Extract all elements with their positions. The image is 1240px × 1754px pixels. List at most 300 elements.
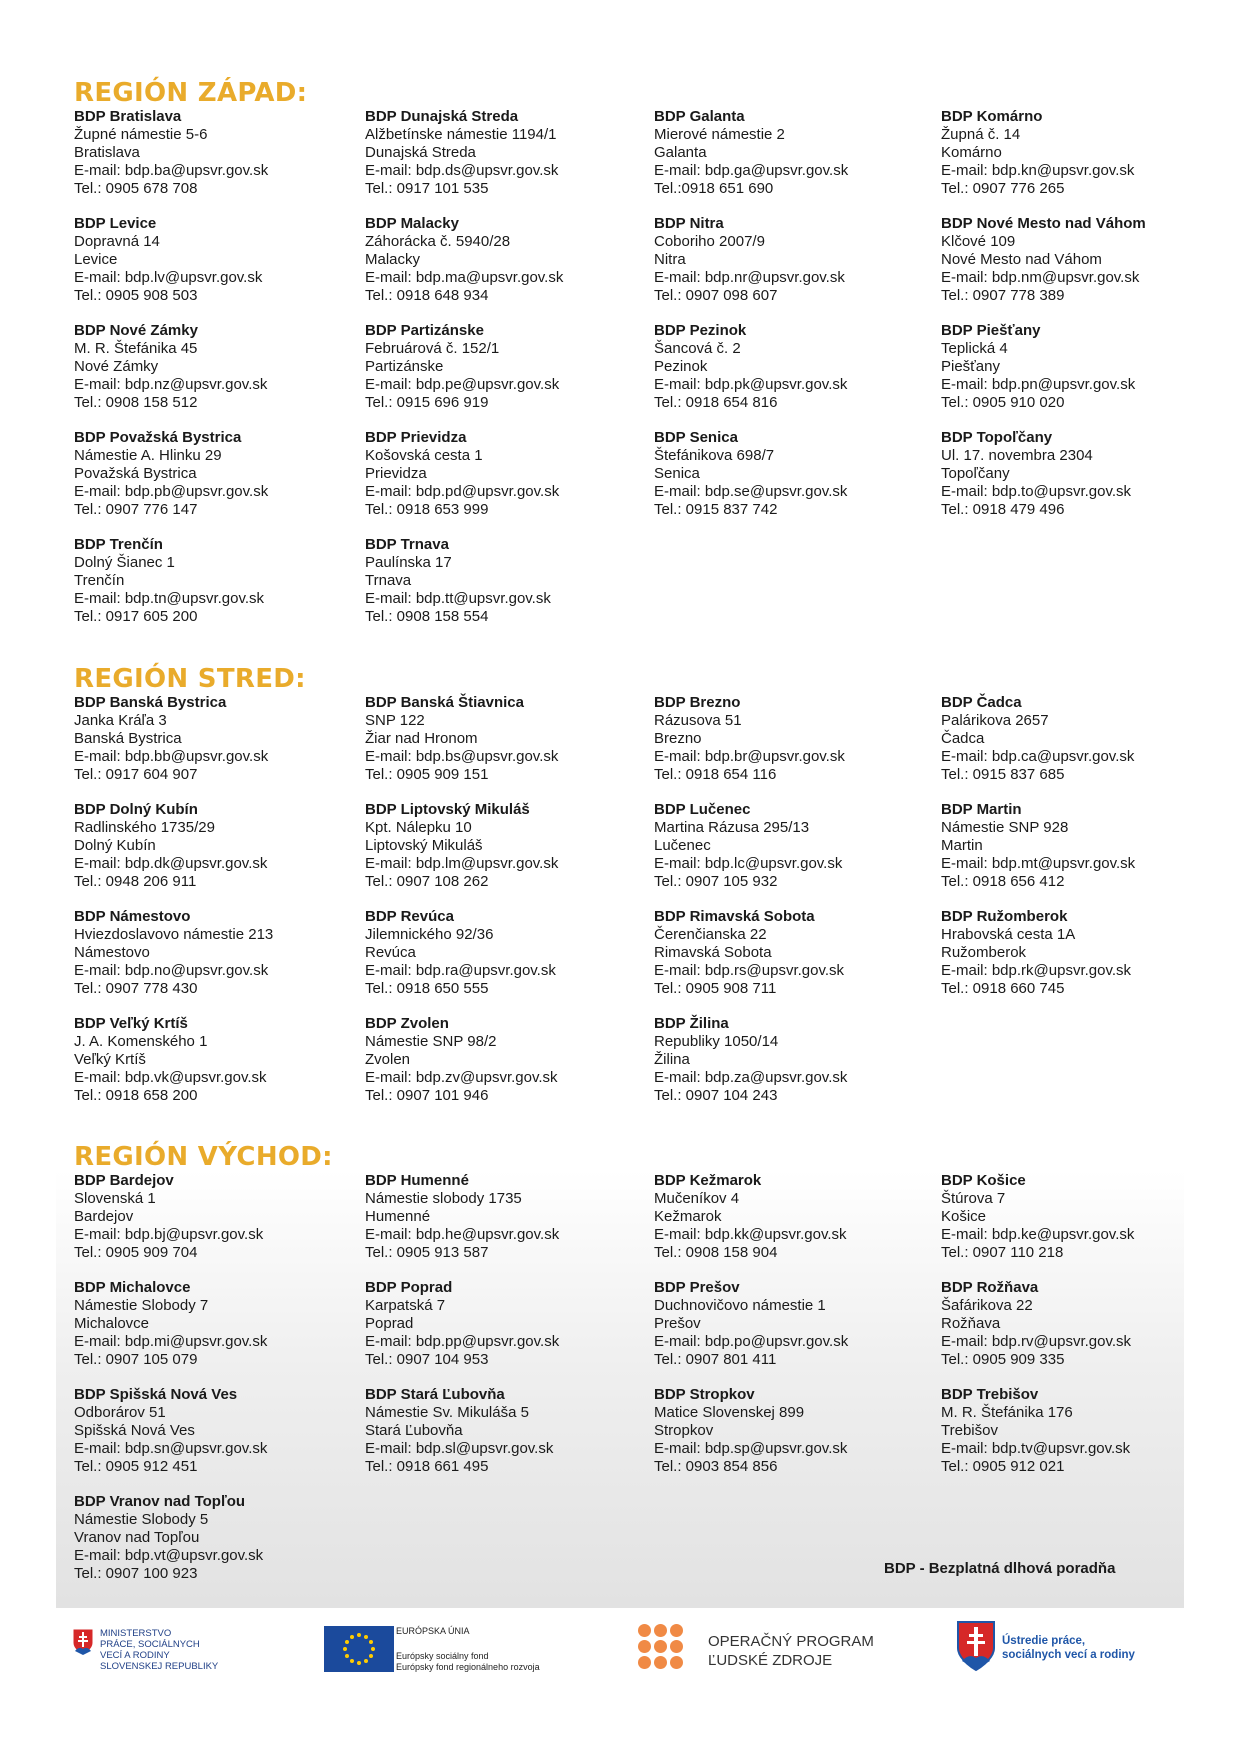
office-city: Michalovce [74, 1315, 150, 1332]
office-city: Galanta [654, 144, 707, 161]
office-name: BDP Prievidza [365, 429, 467, 446]
ministry-logo [72, 1620, 252, 1720]
office-email[interactable]: E-mail: bdp.pp@upsvr.gov.sk [365, 1333, 560, 1350]
office-address: Odborárov 51 [74, 1404, 166, 1421]
office-city: Partizánske [365, 358, 444, 375]
office-phone[interactable]: Tel.: 0905 913 587 [365, 1244, 489, 1261]
office-entry [365, 322, 645, 412]
office-city: Bardejov [74, 1208, 134, 1225]
office-phone[interactable]: Tel.: 0907 776 147 [74, 501, 198, 518]
office-address: Záhorácka č. 5940/28 [365, 233, 511, 250]
office-phone[interactable]: Tel.: 0907 776 265 [941, 180, 1065, 197]
office-address: Mierové námestie 2 [654, 126, 785, 143]
office-address: Duchnovičovo námestie 1 [654, 1297, 826, 1314]
office-entry [74, 1279, 354, 1369]
office-phone[interactable]: Tel.: 0918 660 745 [941, 980, 1065, 997]
ministry-logo-line: SLOVENSKEJ REPUBLIKY [100, 1661, 219, 1672]
office-entry [941, 801, 1221, 891]
office-name: BDP Vranov nad Topľou [74, 1493, 246, 1510]
office-entry [941, 215, 1221, 305]
office-entry [941, 1386, 1221, 1476]
office-name: BDP Stropkov [654, 1386, 755, 1403]
office-email[interactable]: E-mail: bdp.vt@upsvr.gov.sk [74, 1547, 264, 1564]
office-address: Coboriho 2007/9 [654, 233, 765, 250]
office-city: Lučenec [654, 837, 711, 854]
office-email[interactable]: E-mail: bdp.br@upsvr.gov.sk [654, 748, 845, 765]
office-entry [365, 536, 645, 626]
office-city: Považská Bystrica [74, 465, 197, 482]
ministry-logo-line: PRÁCE, SOCIÁLNYCH [100, 1639, 200, 1650]
office-city: Revúca [365, 944, 416, 961]
office-name: BDP Spišská Nová Ves [74, 1386, 238, 1403]
office-entry [74, 1015, 354, 1105]
office-entry [365, 1015, 645, 1105]
office-phone[interactable]: Tel.: 0907 104 953 [365, 1351, 489, 1368]
upsvr-logo [956, 1620, 1166, 1720]
eu-flag-icon [324, 1626, 394, 1672]
office-phone[interactable]: Tel.: 0905 908 711 [654, 980, 777, 997]
office-city: Bratislava [74, 144, 140, 161]
office-phone[interactable]: Tel.: 0907 801 411 [654, 1351, 777, 1368]
office-address: Paulínska 17 [365, 554, 452, 571]
office-name: BDP Topoľčany [941, 429, 1053, 446]
logo-bar [0, 1620, 1240, 1730]
office-email[interactable]: E-mail: bdp.mi@upsvr.gov.sk [74, 1333, 268, 1350]
office-email[interactable]: E-mail: bdp.pd@upsvr.gov.sk [365, 483, 560, 500]
office-entry [74, 536, 354, 626]
office-address: Klčové 109 [941, 233, 1016, 250]
office-city: Čadca [941, 730, 985, 747]
office-email[interactable]: E-mail: bdp.lm@upsvr.gov.sk [365, 855, 559, 872]
office-email[interactable]: E-mail: bdp.ma@upsvr.gov.sk [365, 269, 564, 286]
office-entry [74, 694, 354, 784]
operational-program-logo [638, 1620, 878, 1720]
office-entry [654, 108, 934, 198]
office-name: BDP Veľký Krtíš [74, 1015, 188, 1032]
office-name: BDP Pezinok [654, 322, 747, 339]
office-entry [365, 1172, 645, 1262]
office-name: BDP Námestovo [74, 908, 191, 925]
office-name: BDP Humenné [365, 1172, 469, 1189]
office-name: BDP Trebišov [941, 1386, 1039, 1403]
office-address: Martina Rázusa 295/13 [654, 819, 810, 836]
office-name: BDP Michalovce [74, 1279, 191, 1296]
office-city: Kežmarok [654, 1208, 722, 1225]
office-phone[interactable]: Tel.: 0918 661 495 [365, 1458, 489, 1475]
office-address: Dopravná 14 [74, 233, 160, 250]
office-phone[interactable]: Tel.: 0915 696 919 [365, 394, 489, 411]
office-entry [654, 1279, 934, 1369]
office-entry [365, 215, 645, 305]
office-email[interactable]: E-mail: bdp.nr@upsvr.gov.sk [654, 269, 845, 286]
office-name: BDP Banská Bystrica [74, 694, 227, 711]
office-phone[interactable]: Tel.: 0907 778 430 [74, 980, 198, 997]
office-phone[interactable]: Tel.: 0918 648 934 [365, 287, 489, 304]
office-entry [74, 429, 354, 519]
office-email[interactable]: E-mail: bdp.tt@upsvr.gov.sk [365, 590, 551, 607]
office-phone[interactable]: Tel.: 0918 658 200 [74, 1087, 198, 1104]
office-address: Jilemnického 92/36 [365, 926, 494, 943]
office-entry [74, 322, 354, 412]
office-address: Republiky 1050/14 [654, 1033, 779, 1050]
region-title: REGIÓN STRED: [74, 664, 306, 694]
office-entry [941, 429, 1221, 519]
office-entry [365, 908, 645, 998]
office-phone[interactable]: Tel.: 0918 654 816 [654, 394, 778, 411]
office-address: Námestie slobody 1735 [365, 1190, 522, 1207]
office-city: Rimavská Sobota [654, 944, 772, 961]
office-city: Trebišov [941, 1422, 998, 1439]
office-address: Janka Kráľa 3 [74, 712, 167, 729]
office-email[interactable]: E-mail: bdp.to@upsvr.gov.sk [941, 483, 1132, 500]
office-entry [365, 694, 645, 784]
office-address: Mučeníkov 4 [654, 1190, 740, 1207]
office-entry [654, 322, 934, 412]
office-email[interactable]: E-mail: bdp.lc@upsvr.gov.sk [654, 855, 843, 872]
office-entry [941, 1279, 1221, 1369]
office-name: BDP Piešťany [941, 322, 1041, 339]
bdp-footnote: BDP - Bezplatná dlhová poradňa [884, 1560, 1116, 1577]
office-phone[interactable]: Tel.: 0948 206 911 [74, 873, 197, 890]
office-address: Ul. 17. novembra 2304 [941, 447, 1093, 464]
office-phone[interactable]: Tel.: 0905 909 704 [74, 1244, 198, 1261]
office-name: BDP Bratislava [74, 108, 182, 125]
office-email[interactable]: E-mail: bdp.no@upsvr.gov.sk [74, 962, 269, 979]
office-phone[interactable]: Tel.: 0908 158 512 [74, 394, 198, 411]
office-address: Matice Slovenskej 899 [654, 1404, 805, 1421]
office-name: BDP Košice [941, 1172, 1026, 1189]
eu-logo-line: Európsky sociálny fond [396, 1651, 489, 1661]
office-address: Námestie Sv. Mikuláša 5 [365, 1404, 529, 1421]
office-name: BDP Trenčín [74, 536, 163, 553]
office-name: BDP Nitra [654, 215, 724, 232]
office-city: Malacky [365, 251, 421, 268]
office-city: Liptovský Mikuláš [365, 837, 483, 854]
office-email[interactable]: E-mail: bdp.pn@upsvr.gov.sk [941, 376, 1136, 393]
office-email[interactable]: E-mail: bdp.mt@upsvr.gov.sk [941, 855, 1136, 872]
office-city: Nitra [654, 251, 686, 268]
office-city: Levice [74, 251, 118, 268]
office-city: Prešov [654, 1315, 701, 1332]
office-phone[interactable]: Tel.: 0907 104 243 [654, 1087, 778, 1104]
office-email[interactable]: E-mail: bdp.nz@upsvr.gov.sk [74, 376, 268, 393]
ministry-logo-line: MINISTERSTVO [100, 1628, 172, 1639]
office-name: BDP Senica [654, 429, 738, 446]
office-email[interactable]: E-mail: bdp.ga@upsvr.gov.sk [654, 162, 849, 179]
office-address: Palárikova 2657 [941, 712, 1049, 729]
office-name: BDP Rožňava [941, 1279, 1039, 1296]
office-phone[interactable]: Tel.: 0908 158 904 [654, 1244, 778, 1261]
office-name: BDP Revúca [365, 908, 454, 925]
office-email[interactable]: E-mail: bdp.zv@upsvr.gov.sk [365, 1069, 558, 1086]
office-email[interactable]: E-mail: bdp.pe@upsvr.gov.sk [365, 376, 560, 393]
office-name: BDP Partizánske [365, 322, 484, 339]
office-city: Žiar nad Hronom [365, 730, 478, 747]
region-title: REGIÓN ZÁPAD: [74, 78, 308, 108]
office-phone[interactable]: Tel.: 0917 101 535 [365, 180, 489, 197]
office-email[interactable]: E-mail: bdp.pb@upsvr.gov.sk [74, 483, 269, 500]
office-email[interactable]: E-mail: bdp.bs@upsvr.gov.sk [365, 748, 559, 765]
office-email[interactable]: E-mail: bdp.ca@upsvr.gov.sk [941, 748, 1135, 765]
office-name: BDP Žilina [654, 1015, 729, 1032]
office-city: Ružomberok [941, 944, 1027, 961]
office-city: Stará Ľubovňa [365, 1422, 463, 1439]
office-address: Štúrova 7 [941, 1190, 1006, 1207]
office-name: BDP Kežmarok [654, 1172, 762, 1189]
office-city: Humenné [365, 1208, 431, 1225]
upsvr-logo-line: Ústredie práce, [1002, 1635, 1086, 1647]
office-city: Brezno [654, 730, 702, 747]
office-city: Vranov nad Topľou [74, 1529, 200, 1546]
office-phone[interactable]: Tel.: 0915 837 685 [941, 766, 1065, 783]
office-name: BDP Zvolen [365, 1015, 449, 1032]
office-entry [365, 1386, 645, 1476]
office-phone[interactable]: Tel.: 0907 105 079 [74, 1351, 198, 1368]
office-address: Kpt. Nálepku 10 [365, 819, 472, 836]
office-address: Hviezdoslavovo námestie 213 [74, 926, 274, 943]
office-name: BDP Trnava [365, 536, 449, 553]
office-name: BDP Liptovský Mikuláš [365, 801, 530, 818]
office-email[interactable]: E-mail: bdp.vk@upsvr.gov.sk [74, 1069, 267, 1086]
office-address: M. R. Štefánika 176 [941, 1404, 1073, 1421]
office-email[interactable]: E-mail: bdp.dk@upsvr.gov.sk [74, 855, 268, 872]
office-entry [654, 1172, 934, 1262]
office-phone[interactable]: Tel.: 0918 653 999 [365, 501, 489, 518]
office-city: Prievidza [365, 465, 427, 482]
office-address: Šafárikova 22 [941, 1297, 1033, 1314]
office-address: Župná č. 14 [941, 126, 1021, 143]
office-phone[interactable]: Tel.: 0918 656 412 [941, 873, 1065, 890]
office-city: Nové Mesto nad Váhom [941, 251, 1102, 268]
office-address: Košovská cesta 1 [365, 447, 483, 464]
office-entry [74, 801, 354, 891]
office-entry [365, 108, 645, 198]
office-address: Župné námestie 5-6 [74, 126, 208, 143]
office-name: BDP Nové Zámky [74, 322, 198, 339]
office-city: Komárno [941, 144, 1002, 161]
office-name: BDP Rimavská Sobota [654, 908, 815, 925]
office-phone[interactable]: Tel.: 0918 479 496 [941, 501, 1065, 518]
office-phone[interactable]: Tel.: 0905 909 151 [365, 766, 489, 783]
office-email[interactable]: E-mail: bdp.he@upsvr.gov.sk [365, 1226, 560, 1243]
office-phone[interactable]: Tel.: 0905 678 708 [74, 180, 198, 197]
office-city: Senica [654, 465, 700, 482]
office-address: Slovenská 1 [74, 1190, 156, 1207]
office-name: BDP Levice [74, 215, 157, 232]
office-phone[interactable]: Tel.: 0917 604 907 [74, 766, 198, 783]
office-phone[interactable]: Tel.: 0905 909 335 [941, 1351, 1065, 1368]
program-logo-line: OPERAČNÝ PROGRAM [708, 1633, 874, 1650]
office-name: BDP Dunajská Streda [365, 108, 519, 125]
office-city: Pezinok [654, 358, 708, 375]
office-phone[interactable]: Tel.: 0905 912 451 [74, 1458, 198, 1475]
office-email[interactable]: E-mail: bdp.kk@upsvr.gov.sk [654, 1226, 847, 1243]
office-city: Žilina [654, 1051, 690, 1068]
eu-logo-title: EURÓPSKA ÚNIA [396, 1626, 470, 1636]
office-name: BDP Dolný Kubín [74, 801, 198, 818]
office-name: BDP Martin [941, 801, 1022, 818]
office-email[interactable]: E-mail: bdp.rv@upsvr.gov.sk [941, 1333, 1132, 1350]
office-entry [654, 215, 934, 305]
office-entry [654, 694, 934, 784]
office-entry [74, 1172, 354, 1262]
office-city: Zvolen [365, 1051, 411, 1068]
office-name: BDP Čadca [941, 694, 1022, 711]
office-city: Piešťany [941, 358, 1000, 375]
office-entry [74, 1386, 354, 1476]
office-address: Hrabovská cesta 1A [941, 926, 1076, 943]
office-address: Námestie Slobody 5 [74, 1511, 209, 1528]
office-email[interactable]: E-mail: bdp.tn@upsvr.gov.sk [74, 590, 265, 607]
office-city: Banská Bystrica [74, 730, 182, 747]
office-email[interactable]: E-mail: bdp.bb@upsvr.gov.sk [74, 748, 269, 765]
office-phone[interactable]: Tel.: 0908 158 554 [365, 608, 489, 625]
office-phone[interactable]: Tel.: 0903 854 856 [654, 1458, 778, 1475]
ministry-logo-line: VECÍ A RODINY [100, 1650, 170, 1661]
office-phone[interactable]: Tel.: 0917 605 200 [74, 608, 198, 625]
office-name: BDP Lučenec [654, 801, 751, 818]
office-city: Nové Zámky [74, 358, 159, 375]
office-email[interactable]: E-mail: bdp.ds@upsvr.gov.sk [365, 162, 559, 179]
office-entry [74, 108, 354, 198]
office-name: BDP Brezno [654, 694, 741, 711]
office-name: BDP Nové Mesto nad Váhom [941, 215, 1146, 232]
office-phone[interactable]: Tel.: 0907 101 946 [365, 1087, 489, 1104]
office-entry [365, 1279, 645, 1369]
office-email[interactable]: E-mail: bdp.sn@upsvr.gov.sk [74, 1440, 268, 1457]
office-email[interactable]: E-mail: bdp.pk@upsvr.gov.sk [654, 376, 848, 393]
dots-grid-icon [638, 1624, 688, 1674]
office-email[interactable]: E-mail: bdp.sp@upsvr.gov.sk [654, 1440, 848, 1457]
office-address: Námestie SNP 98/2 [365, 1033, 497, 1050]
office-address: Teplická 4 [941, 340, 1008, 357]
office-email[interactable]: E-mail: bdp.za@upsvr.gov.sk [654, 1069, 848, 1086]
office-address: Dolný Šianec 1 [74, 554, 175, 571]
office-phone[interactable]: Tel.: 0907 110 218 [941, 1244, 1064, 1261]
office-city: Dolný Kubín [74, 837, 156, 854]
office-entry [654, 1386, 934, 1476]
office-address: Námestie SNP 928 [941, 819, 1069, 836]
office-name: BDP Prešov [654, 1279, 740, 1296]
office-email[interactable]: E-mail: bdp.se@upsvr.gov.sk [654, 483, 848, 500]
region-title: REGIÓN VÝCHOD: [74, 1142, 333, 1172]
office-address: Čerenčianska 22 [654, 926, 767, 943]
office-address: Februárová č. 152/1 [365, 340, 500, 357]
office-name: BDP Považská Bystrica [74, 429, 242, 446]
office-phone[interactable]: Tel.: 0905 908 503 [74, 287, 198, 304]
upsvr-coat-of-arms-icon [956, 1620, 996, 1672]
office-city: Košice [941, 1208, 987, 1225]
office-address: Karpatská 7 [365, 1297, 446, 1314]
office-phone[interactable]: Tel.: 0905 912 021 [941, 1458, 1065, 1475]
office-city: Martin [941, 837, 983, 854]
office-city: Stropkov [654, 1422, 714, 1439]
office-address: SNP 122 [365, 712, 425, 729]
office-entry [941, 1172, 1221, 1262]
office-email[interactable]: E-mail: bdp.ra@upsvr.gov.sk [365, 962, 556, 979]
office-name: BDP Malacky [365, 215, 459, 232]
office-address: Námestie A. Hlinku 29 [74, 447, 222, 464]
office-entry [74, 908, 354, 998]
office-phone[interactable]: Tel.: 0907 098 607 [654, 287, 778, 304]
office-email[interactable]: E-mail: bdp.sl@upsvr.gov.sk [365, 1440, 554, 1457]
office-city: Spišská Nová Ves [74, 1422, 195, 1439]
office-name: BDP Ružomberok [941, 908, 1068, 925]
office-city: Dunajská Streda [365, 144, 476, 161]
office-email[interactable]: E-mail: bdp.nm@upsvr.gov.sk [941, 269, 1140, 286]
eu-logo-line: Európsky fond regionálneho rozvoja [396, 1662, 540, 1672]
office-name: BDP Galanta [654, 108, 745, 125]
office-phone[interactable]: Tel.: 0907 100 923 [74, 1565, 198, 1582]
office-email[interactable]: E-mail: bdp.rk@upsvr.gov.sk [941, 962, 1132, 979]
office-phone[interactable]: Tel.: 0905 910 020 [941, 394, 1065, 411]
office-email[interactable]: E-mail: bdp.po@upsvr.gov.sk [654, 1333, 849, 1350]
office-phone[interactable]: Tel.: 0915 837 742 [654, 501, 778, 518]
office-entry [365, 801, 645, 891]
office-name: BDP Poprad [365, 1279, 453, 1296]
office-phone[interactable]: Tel.: 0907 108 262 [365, 873, 489, 890]
office-name: BDP Komárno [941, 108, 1043, 125]
office-name: BDP Banská Štiavnica [365, 694, 524, 711]
office-phone[interactable]: Tel.: 0918 654 116 [654, 766, 777, 783]
office-city: Poprad [365, 1315, 414, 1332]
office-phone[interactable]: Tel.:0918 651 690 [654, 180, 774, 197]
office-address: Štefánikova 698/7 [654, 447, 775, 464]
office-email[interactable]: E-mail: bdp.bj@upsvr.gov.sk [74, 1226, 264, 1243]
office-entry [654, 1015, 934, 1105]
office-name: BDP Bardejov [74, 1172, 174, 1189]
office-address: Rázusova 51 [654, 712, 742, 729]
office-entry [941, 322, 1221, 412]
office-name: BDP Stará Ľubovňa [365, 1386, 505, 1403]
office-city: Rožňava [941, 1315, 1001, 1332]
office-phone[interactable]: Tel.: 0907 105 932 [654, 873, 778, 890]
office-city: Námestovo [74, 944, 150, 961]
office-entry [365, 429, 645, 519]
office-city: Topoľčany [941, 465, 1010, 482]
slovak-coat-of-arms-icon [72, 1628, 94, 1656]
office-city: Trnava [365, 572, 412, 589]
office-email[interactable]: E-mail: bdp.lv@upsvr.gov.sk [74, 269, 263, 286]
office-entry [654, 801, 934, 891]
office-email[interactable]: E-mail: bdp.tv@upsvr.gov.sk [941, 1440, 1131, 1457]
office-entry [74, 215, 354, 305]
office-entry [941, 694, 1221, 784]
upsvr-logo-line: sociálnych vecí a rodiny [1002, 1649, 1135, 1661]
office-city: Trenčín [74, 572, 125, 589]
office-address: J. A. Komenského 1 [74, 1033, 208, 1050]
office-entry [654, 429, 934, 519]
office-address: Radlinského 1735/29 [74, 819, 215, 836]
office-email[interactable]: E-mail: bdp.ba@upsvr.gov.sk [74, 162, 269, 179]
office-city: Veľký Krtíš [74, 1051, 146, 1068]
office-phone[interactable]: Tel.: 0907 778 389 [941, 287, 1065, 304]
office-entry [941, 108, 1221, 198]
office-email[interactable]: E-mail: bdp.ke@upsvr.gov.sk [941, 1226, 1135, 1243]
office-phone[interactable]: Tel.: 0918 650 555 [365, 980, 489, 997]
office-entry [654, 908, 934, 998]
eu-logo [324, 1620, 564, 1720]
office-address: Šancová č. 2 [654, 340, 741, 357]
program-logo-line: ĽUDSKÉ ZDROJE [708, 1652, 833, 1669]
office-email[interactable]: E-mail: bdp.kn@upsvr.gov.sk [941, 162, 1135, 179]
office-address: Alžbetínske námestie 1194/1 [365, 126, 557, 143]
office-entry [941, 908, 1221, 998]
office-address: Námestie Slobody 7 [74, 1297, 209, 1314]
office-email[interactable]: E-mail: bdp.rs@upsvr.gov.sk [654, 962, 845, 979]
office-address: M. R. Štefánika 45 [74, 340, 198, 357]
office-entry [74, 1493, 354, 1583]
